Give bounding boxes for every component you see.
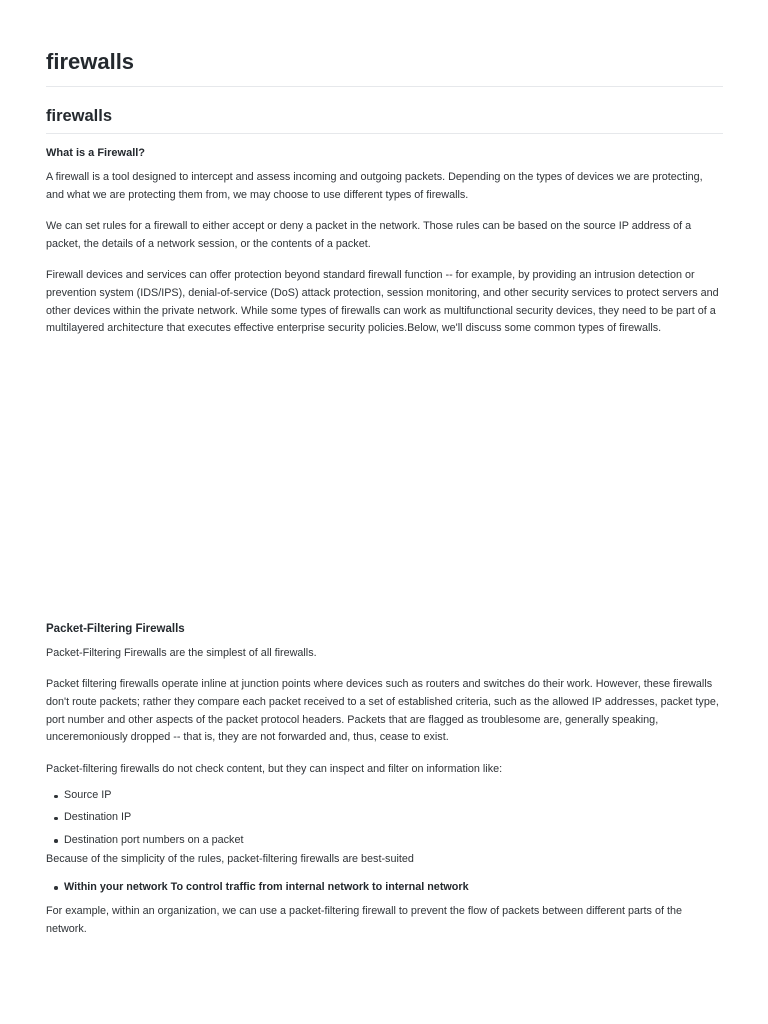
inspect-list — [46, 787, 723, 849]
paragraph: For example, within an organization, we can use a packet-filtering firewall to prevent the flow of packets between different parts of the network. — [46, 905, 682, 935]
paragraph: Packet-Filtering Firewalls are the simplest of all firewalls. — [46, 646, 317, 659]
list-item: Destination port numbers on a packet — [64, 832, 723, 850]
list-item: Destination IP — [64, 809, 723, 827]
paragraph: Firewall devices and services can offer protection beyond standard firewall function -- for example, by providing an intrusion detection or prevention system (IDS/IPS), denial-of-service (DoS) attack protection, session monitoring, and other security services to protect servers and other devices within the private network. While some types of firewalls can work as multifunctional security devices, they need to be part of a multilayered architecture that executes effective enterprise security policies.Below, we'll discuss some common types of firewalls. — [46, 269, 719, 335]
list-item: Within your network To control traffic from internal network to internal network — [64, 879, 723, 897]
paragraph: Because of the simplicity of the rules, packet-filtering firewalls are best-suited — [46, 853, 414, 866]
use-case-list — [46, 879, 723, 897]
page-title: firewalls — [46, 0, 723, 87]
paragraph: We can set rules for a firewall to either accept or deny a packet in the network. Those rules can be based on the source IP address of a packet, the details of a network session, or the contents of a packet. — [46, 220, 692, 250]
packet-filtering-heading: Packet-Filtering Firewalls — [46, 622, 185, 635]
section-title: firewalls — [46, 87, 723, 134]
what-is-firewall-heading: What is a Firewall? — [46, 147, 146, 159]
blank-space — [46, 338, 723, 622]
paragraph: Packet filtering firewalls operate inline at junction points where devices such as routers and switches do their work. However, these firewalls don't route packets; rather they compare each packet received to a set of established criteria, such as the allowed IP addresses, packet type, port number and other aspects of the packet protocol headers. Packets that are flagged as troublesome are, generally speaking, unceremoniously dropped -- that is, they are not forwarded and, thus, cease to exist. — [46, 678, 719, 744]
paragraph: Packet-filtering firewalls do not check content, but they can inspect and filter on information like: — [46, 762, 503, 775]
list-item: Source IP — [64, 787, 723, 805]
document — [46, 0, 723, 938]
paragraph: A firewall is a tool designed to intercept and assess incoming and outgoing packets. Depending on the types of devices we are protecting, and what we are protecting them from, we may choose to use different types of firewalls. — [46, 171, 703, 201]
